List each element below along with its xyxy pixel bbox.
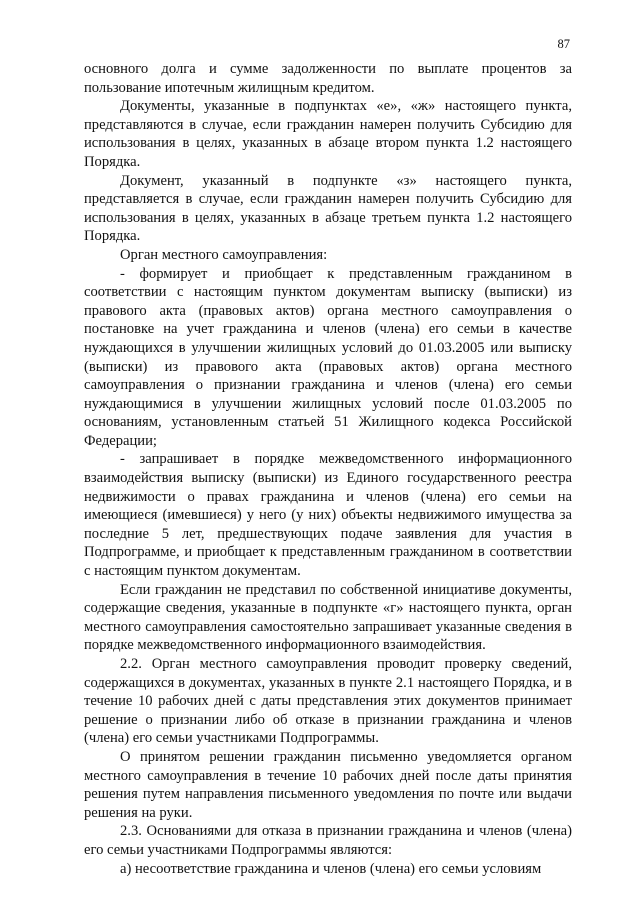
paragraph: Орган местного самоуправления: (120, 246, 328, 263)
page-number: 87 (557, 37, 570, 51)
paragraph: О принятом решении гражданин письменно уведомляется органом местного самоуправления в течение 10 рабочих дней после даты принятия решения путем направления письменного уведомления по почте или выдачи решения на руки. (84, 748, 572, 821)
paragraph: а) несоответствие гражданина и членов (члена) его семьи условиям (120, 860, 542, 877)
document-body (84, 60, 572, 878)
paragraph: основного долга и сумме задолженности по выплате процентов за пользование ипотечным жилищным кредитом. (84, 61, 572, 96)
paragraph: - формирует и приобщает к представленным гражданином в соответствии с настоящим пунктом документам выписку (выписки) из правового акта (правовых актов) органа местного самоуправления о постановке на учет гражданина и членов (члена) его семьи в качестве нуждающихся в улучшении жилищных условий до 01.03.2005 или выписку (выписки) из правового акта (правовых актов) органа местного самоуправления о признании гражданина и членов (члена) его семьи нуждающимися в улучшении жилищных условий после 01.03.2005 по основаниям, установленным статьей 51 Жилищного кодекса Российской Федерации; (84, 265, 572, 449)
paragraph: Документы, указанные в подпунктах «е», «ж» настоящего пункта, представляются в случае, если гражданин намерен получить Субсидию для использования в целях, указанных в абзаце втором пункта 1.2 настоящего Порядка. (84, 98, 572, 170)
paragraph: - запрашивает в порядке межведомственного информационного взаимодействия выписку (выписки) из Единого государственного реестра недвижимости о правах гражданина и членов (члена) его семьи на имеющиеся (имевшиеся) у него (у них) объекты недвижимого имущества за последние 5 лет, предшествующих подаче заявления для участия в Подпрограмме, и приобщает к представленным гражданином в соответствии с настоящим пунктом документам. (84, 451, 572, 580)
paragraph: 2.3. Основаниями для отказа в признании гражданина и членов (члена) его семьи участниками Подпрограммы являются: (84, 823, 572, 858)
paragraph: Документ, указанный в подпункте «з» настоящего пункта, представляется в случае, если гражданин намерен получить Субсидию для использования в целях, указанных в абзаце третьем пункта 1.2 настоящего Порядка. (84, 172, 572, 245)
paragraph: Если гражданин не представил по собственной инициативе документы, содержащие сведения, указанные в подпункте «г» настоящего пункта, орган местного самоуправления самостоятельно запрашивает указанные сведения в порядке межведомственного информационного взаимодействия. (84, 581, 572, 654)
paragraph: 2.2. Орган местного самоуправления проводит проверку сведений, содержащихся в документах, указанных в пункте 2.1 настоящего Порядка, и в течение 10 рабочих дней с даты представления этих документов принимает решение о признании либо об отказе в признании гражданина и членов (члена) его семьи участниками Подпрограммы. (84, 656, 572, 747)
